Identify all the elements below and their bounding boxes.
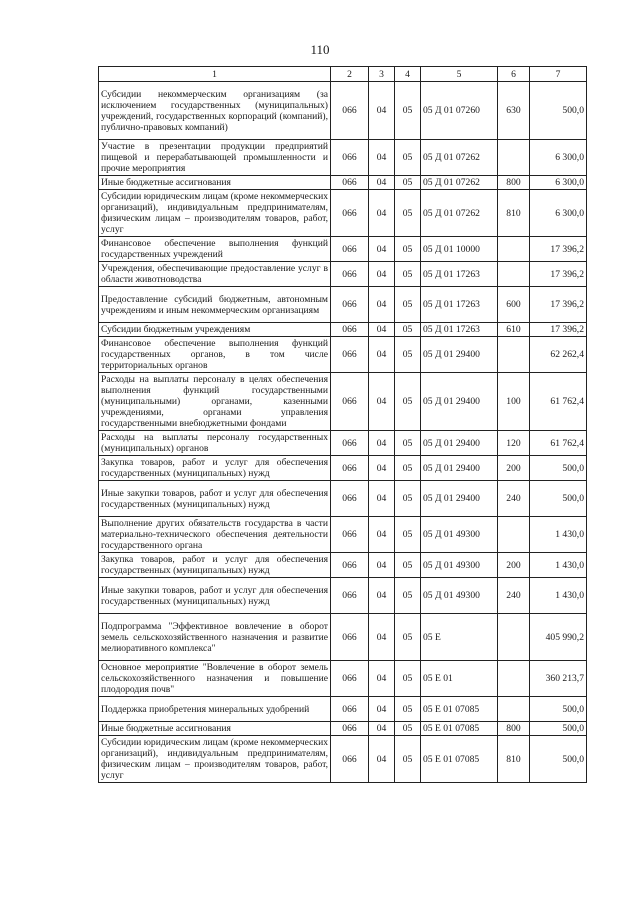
row-department-code: 066: [331, 697, 369, 722]
row-section-code: 04: [369, 262, 395, 287]
row-department-code: 066: [331, 287, 369, 323]
row-amount: 500,0: [530, 736, 587, 783]
row-name: Закупка товаров, работ и услуг для обеспечения государственных (муниципальных) нужд: [99, 456, 331, 481]
row-section-code: 04: [369, 456, 395, 481]
row-subsection-code: 05: [395, 456, 421, 481]
row-section-code: 04: [369, 373, 395, 431]
row-subsection-code: 05: [395, 736, 421, 783]
row-section-code: 04: [369, 140, 395, 176]
row-department-code: 066: [331, 190, 369, 237]
row-expense-type: [498, 697, 530, 722]
row-amount: 61 762,4: [530, 373, 587, 431]
row-department-code: 066: [331, 578, 369, 614]
row-name: Субсидии юридическим лицам (кроме некоммерческих организаций), индивидуальным предпринимателям, физическим лицам – производителям товаров, работ, услуг: [99, 190, 331, 237]
row-expense-type: 800: [498, 722, 530, 736]
row-amount: 1 430,0: [530, 553, 587, 578]
row-amount: 500,0: [530, 722, 587, 736]
row-name: Финансовое обеспечение выполнения функций государственных органов, в том числе территориальных органов: [99, 337, 331, 373]
table-row: [99, 237, 587, 262]
table-row: [99, 456, 587, 481]
row-expense-type: [498, 614, 530, 661]
table-row: [99, 736, 587, 783]
row-amount: 1 430,0: [530, 517, 587, 553]
row-subsection-code: 05: [395, 517, 421, 553]
row-expense-type: 100: [498, 373, 530, 431]
row-section-code: 04: [369, 287, 395, 323]
row-name: Расходы на выплаты персоналу государственных (муниципальных) органов: [99, 431, 331, 456]
table-row: [99, 661, 587, 697]
row-department-code: 066: [331, 736, 369, 783]
row-name: Иные бюджетные ассигнования: [99, 722, 331, 736]
row-name: Финансовое обеспечение выполнения функций государственных учреждений: [99, 237, 331, 262]
row-department-code: 066: [331, 262, 369, 287]
row-subsection-code: 05: [395, 661, 421, 697]
row-target-article: 05 Д 01 29400: [421, 431, 498, 456]
row-section-code: 04: [369, 697, 395, 722]
row-name: Субсидии юридическим лицам (кроме некоммерческих организаций), индивидуальным предпринимателям, физическим лицам – производителям товаров, работ, услуг: [99, 736, 331, 783]
row-name: Участие в презентации продукции предприятий пищевой и перерабатывающей промышленности и прочие мероприятия: [99, 140, 331, 176]
table-row: [99, 176, 587, 190]
table-row: [99, 517, 587, 553]
row-section-code: 04: [369, 176, 395, 190]
row-name: Иные бюджетные ассигнования: [99, 176, 331, 190]
table-row: [99, 614, 587, 661]
row-expense-type: 200: [498, 553, 530, 578]
row-amount: 17 396,2: [530, 262, 587, 287]
row-amount: 61 762,4: [530, 431, 587, 456]
row-name: Субсидии бюджетным учреждениям: [99, 323, 331, 337]
row-expense-type: [498, 517, 530, 553]
row-subsection-code: 05: [395, 237, 421, 262]
table-row: [99, 578, 587, 614]
row-department-code: 066: [331, 431, 369, 456]
row-section-code: 04: [369, 736, 395, 783]
row-target-article: 05 Д 01 49300: [421, 553, 498, 578]
row-section-code: 04: [369, 431, 395, 456]
row-expense-type: 600: [498, 287, 530, 323]
table-row: [99, 481, 587, 517]
row-name: Субсидии некоммерческим организациям (за исключением государственных (муниципальных) учреждений, государственных корпораций (компаний), публично-правовых компаний): [99, 82, 331, 140]
row-expense-type: [498, 237, 530, 262]
row-amount: 6 300,0: [530, 176, 587, 190]
page-number: 110: [310, 42, 330, 57]
row-section-code: 04: [369, 661, 395, 697]
row-target-article: 05 Д 01 07262: [421, 176, 498, 190]
row-subsection-code: 05: [395, 82, 421, 140]
row-section-code: 04: [369, 337, 395, 373]
row-amount: 500,0: [530, 82, 587, 140]
row-subsection-code: 05: [395, 578, 421, 614]
row-expense-type: [498, 337, 530, 373]
row-section-code: 04: [369, 82, 395, 140]
row-amount: 62 262,4: [530, 337, 587, 373]
row-amount: 6 300,0: [530, 140, 587, 176]
header-col-3: 3: [369, 67, 395, 82]
row-expense-type: 240: [498, 578, 530, 614]
row-department-code: 066: [331, 722, 369, 736]
row-expense-type: [498, 140, 530, 176]
row-target-article: 05 Е 01 07085: [421, 736, 498, 783]
row-section-code: 04: [369, 578, 395, 614]
row-amount: 360 213,7: [530, 661, 587, 697]
row-department-code: 066: [331, 481, 369, 517]
table-row: [99, 262, 587, 287]
table-row: [99, 697, 587, 722]
row-section-code: 04: [369, 614, 395, 661]
row-department-code: 066: [331, 517, 369, 553]
table-row: [99, 337, 587, 373]
row-department-code: 066: [331, 82, 369, 140]
row-expense-type: 810: [498, 736, 530, 783]
row-subsection-code: 05: [395, 190, 421, 237]
row-amount: 6 300,0: [530, 190, 587, 237]
row-name: Расходы на выплаты персоналу в целях обеспечения выполнения функций государственными (муниципальными) органами, казенными учреждениями, органами управления государственными внебюджетными фондами: [99, 373, 331, 431]
header-col-7: 7: [530, 67, 587, 82]
row-amount: 17 396,2: [530, 287, 587, 323]
row-target-article: 05 Е: [421, 614, 498, 661]
table-header-row: [99, 67, 587, 82]
row-subsection-code: 05: [395, 176, 421, 190]
row-subsection-code: 05: [395, 481, 421, 517]
header-col-6: 6: [498, 67, 530, 82]
row-amount: 405 990,2: [530, 614, 587, 661]
row-amount: 500,0: [530, 481, 587, 517]
row-department-code: 066: [331, 661, 369, 697]
row-target-article: 05 Д 01 07262: [421, 190, 498, 237]
row-section-code: 04: [369, 553, 395, 578]
row-name: Основное мероприятие "Вовлечение в оборот земель сельскохозяйственного назначения и повышение плодородия почв": [99, 661, 331, 697]
row-section-code: 04: [369, 323, 395, 337]
row-amount: 1 430,0: [530, 578, 587, 614]
table-row: [99, 287, 587, 323]
row-subsection-code: 05: [395, 373, 421, 431]
row-target-article: 05 Д 01 07262: [421, 140, 498, 176]
row-target-article: 05 Д 01 29400: [421, 373, 498, 431]
row-target-article: 05 Е 01 07085: [421, 722, 498, 736]
row-section-code: 04: [369, 481, 395, 517]
row-name: Предоставление субсидий бюджетным, автономным учреждениям и иным некоммерческим организациям: [99, 287, 331, 323]
row-expense-type: 630: [498, 82, 530, 140]
row-subsection-code: 05: [395, 262, 421, 287]
row-name: Закупка товаров, работ и услуг для обеспечения государственных (муниципальных) нужд: [99, 553, 331, 578]
row-department-code: 066: [331, 237, 369, 262]
row-target-article: 05 Е 01 07085: [421, 697, 498, 722]
row-subsection-code: 05: [395, 140, 421, 176]
row-subsection-code: 05: [395, 614, 421, 661]
budget-table: [98, 66, 587, 783]
row-expense-type: 810: [498, 190, 530, 237]
row-section-code: 04: [369, 517, 395, 553]
row-subsection-code: 05: [395, 337, 421, 373]
row-expense-type: 200: [498, 456, 530, 481]
row-target-article: 05 Д 01 29400: [421, 456, 498, 481]
row-target-article: 05 Д 01 49300: [421, 517, 498, 553]
row-name: Учреждения, обеспечивающие предоставление услуг в области животноводства: [99, 262, 331, 287]
row-department-code: 066: [331, 176, 369, 190]
row-target-article: 05 Д 01 29400: [421, 481, 498, 517]
row-department-code: 066: [331, 553, 369, 578]
row-expense-type: [498, 262, 530, 287]
row-department-code: 066: [331, 373, 369, 431]
row-target-article: 05 Д 01 10000: [421, 237, 498, 262]
row-expense-type: 610: [498, 323, 530, 337]
table-row: [99, 431, 587, 456]
row-target-article: 05 Е 01: [421, 661, 498, 697]
row-department-code: 066: [331, 614, 369, 661]
row-target-article: 05 Д 01 17263: [421, 323, 498, 337]
row-amount: 500,0: [530, 456, 587, 481]
row-name: Иные закупки товаров, работ и услуг для обеспечения государственных (муниципальных) нужд: [99, 578, 331, 614]
row-department-code: 066: [331, 456, 369, 481]
header-col-5: 5: [421, 67, 498, 82]
table-row: [99, 82, 587, 140]
row-subsection-code: 05: [395, 553, 421, 578]
table-row: [99, 190, 587, 237]
row-name: Поддержка приобретения минеральных удобрений: [99, 697, 331, 722]
row-amount: 500,0: [530, 697, 587, 722]
row-expense-type: [498, 661, 530, 697]
row-subsection-code: 05: [395, 431, 421, 456]
row-department-code: 066: [331, 140, 369, 176]
row-name: Иные закупки товаров, работ и услуг для обеспечения государственных (муниципальных) нужд: [99, 481, 331, 517]
table-row: [99, 722, 587, 736]
row-amount: 17 396,2: [530, 323, 587, 337]
row-expense-type: 800: [498, 176, 530, 190]
row-department-code: 066: [331, 337, 369, 373]
row-amount: 17 396,2: [530, 237, 587, 262]
row-target-article: 05 Д 01 17263: [421, 262, 498, 287]
row-expense-type: 120: [498, 431, 530, 456]
row-subsection-code: 05: [395, 722, 421, 736]
row-subsection-code: 05: [395, 287, 421, 323]
row-target-article: 05 Д 01 17263: [421, 287, 498, 323]
row-name: Выполнение других обязательств государства в части материально-технического обеспечения деятельности государственного органа: [99, 517, 331, 553]
row-section-code: 04: [369, 190, 395, 237]
table-row: [99, 373, 587, 431]
row-department-code: 066: [331, 323, 369, 337]
row-subsection-code: 05: [395, 323, 421, 337]
table-row: [99, 553, 587, 578]
row-subsection-code: 05: [395, 697, 421, 722]
row-name: Подпрограмма "Эффективное вовлечение в оборот земель сельскохозяйственного назначения и развитие мелиоративного комплекса": [99, 614, 331, 661]
table-row: [99, 140, 587, 176]
row-target-article: 05 Д 01 07260: [421, 82, 498, 140]
row-expense-type: 240: [498, 481, 530, 517]
row-target-article: 05 Д 01 49300: [421, 578, 498, 614]
table-row: [99, 323, 587, 337]
header-col-1: 1: [99, 67, 331, 82]
row-section-code: 04: [369, 237, 395, 262]
header-col-4: 4: [395, 67, 421, 82]
header-col-2: 2: [331, 67, 369, 82]
row-section-code: 04: [369, 722, 395, 736]
row-target-article: 05 Д 01 29400: [421, 337, 498, 373]
